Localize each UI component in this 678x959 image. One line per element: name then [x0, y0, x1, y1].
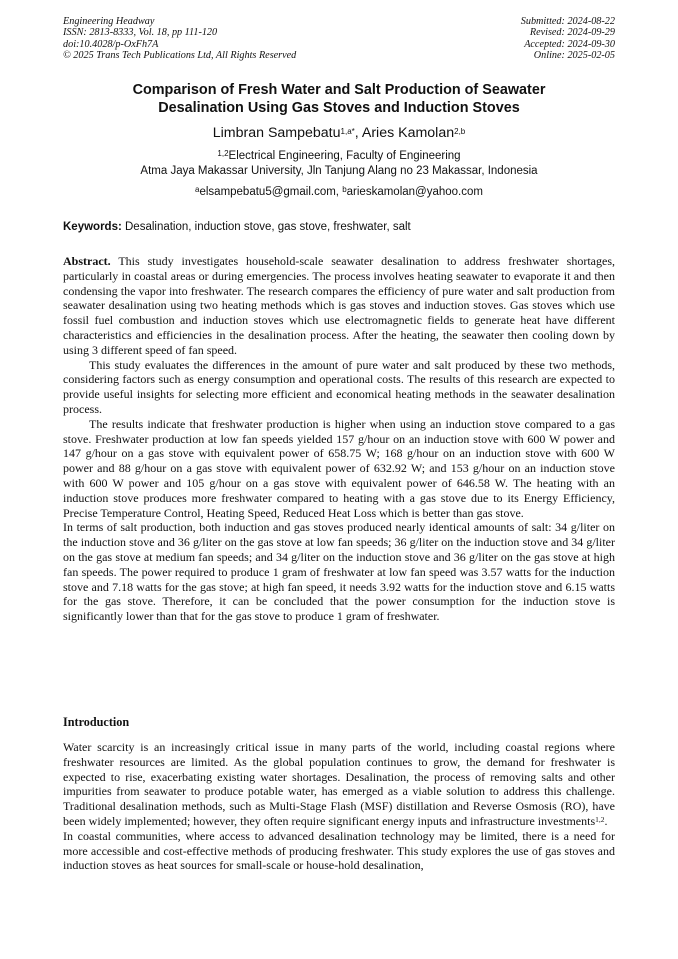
author-1: Limbran Sampebatu [212, 125, 341, 141]
introduction-text-1: Water scarcity is an increasingly critical issue in many parts of the world, including coastal regions where freshwater resources are limited. As the global population continues to grow, the demand for freshwater is expected to rise, exacerbating existing water shortages. Desalination, the process of removing salts and other impurities from seawater to produce potable water, has emerged as a viable solution to address this challenge. Traditional desalination methods, such as Multi-Stage Flash (MSF) distillation and Reverse Osmosis (RO), have been widely implemented; however, they often require significant energy inputs and infrastructure investments [63, 740, 615, 828]
keywords-label: Keywords: [63, 221, 122, 233]
introduction-paragraph-2: In coastal communities, where access to advanced desalination technology may be limited, there is a need for more accessible and cost-effective methods of producing freshwater. This study explores the use of gas stoves and induction stoves as heat sources for small-scale or house-hold desalination, [63, 828, 615, 873]
email-b-sup: b [342, 185, 347, 195]
journal-name: Engineering Headway [63, 16, 155, 27]
email-a[interactable]: elsampebatu5@gmail.com, [199, 186, 343, 198]
affiliation-sup: 1,2 [217, 149, 229, 159]
introduction-text-1-end: . [604, 813, 608, 828]
doi: doi:10.4028/p-OxFh7A [63, 38, 159, 50]
abstract-paragraph-4: In terms of salt production, both induction and gas stoves produced nearly identical amounts of salt: 34 g/liter on the induction stove and 36 g/liter on the gas stove at low fan speeds; 36 g/liter on the induction stove and 34 g/liter on the gas stove at medium fan speeds; and 34 g/liter on the induction stove and 36 g/liter on the gas stove at high fan speeds. The power required to produce 1 gram of freshwater at low fan speed was 3.57 watts for the induction stove and 7.18 watts for the gas stove; at high fan speed, it needs 3.92 watts for the induction stove and 6.15 watts for the gas stove. Therefore, it can be concluded that the power consumption for the induction stove is significantly lower than that for the gas stove to produce 1 gram of freshwater. [63, 520, 615, 624]
header-right [521, 16, 615, 61]
affiliation-line-1 [63, 149, 615, 164]
submitted-date: Submitted: 2024-08-22 [520, 16, 615, 27]
journal-header [63, 16, 615, 64]
copyright: © 2025 Trans Tech Publications Ltd, All Rights Reserved [63, 49, 297, 61]
header-left [63, 16, 296, 61]
introduction-paragraph-1 [63, 740, 615, 829]
issn: ISSN: 2813-8333, Vol. 18, pp 111-120 [63, 27, 218, 39]
email-b[interactable]: arieskamolan@yahoo.com [346, 186, 483, 198]
keywords-text: Desalination, induction stove, gas stove, freshwater, salt [121, 221, 411, 233]
introduction-heading: Introduction [63, 715, 130, 729]
keywords [63, 220, 615, 234]
online-date: Online: 2025-02-05 [533, 49, 615, 61]
affiliation [63, 149, 615, 178]
accepted-date: Accepted: 2024-09-30 [524, 38, 615, 50]
revised-date: Revised: 2024-09-29 [529, 27, 615, 39]
abstract-text-1: This study investigates household-scale seawater desalination to address freshwater shortages, particularly in coastal areas or during emergencies. The process involves heating seawater to evaporate it and then condensing the vapor into freshwater. The research compares the efficiency of pure water and salt production from seawater desalination using two heating methods which is gas stoves and induction stoves. Gas stoves which use fossil fuel combustion and induction stoves which use electromagnetic fields to generate heat have different characteristics and efficiencies in the desalination process. After the heating, the seawater then cooling down by using 3 different speed of fan speed. [63, 254, 615, 357]
title-line-1: Comparison of Fresh Water and Salt Production of Seawater [132, 82, 546, 98]
abstract [63, 254, 615, 624]
affiliation-line-2: Atma Jaya Makassar University, Jln Tanjung Alang no 23 Makassar, Indonesia [140, 164, 538, 177]
author-list [63, 124, 615, 142]
email-a-sup: a [195, 185, 200, 195]
paper-title [63, 81, 615, 117]
author-separator: , [354, 125, 362, 141]
abstract-label: Abstract. [63, 254, 111, 268]
citation-1-2[interactable]: 1,2 [595, 814, 605, 824]
author-1-affiliation: 1,a* [340, 127, 355, 137]
author-2: Aries Kamolan [361, 125, 455, 141]
affiliation-department: Electrical Engineering, Faculty of Engineering [228, 150, 461, 162]
author-emails [63, 185, 615, 199]
abstract-paragraph-3: The results indicate that freshwater production is higher when using an induction stove compared to a gas stove. Freshwater production at low fan speeds yielded 157 g/hour on an induction stove with 600 W power and 147 g/hour on a gas stove with equivalent power of 658.75 W; 168 g/hour on an induction stove with 600 W power and 88 g/hour on a gas stove with equivalent power of 632.92 W; and 153 g/hour on an induction stove with 600 W power and 105 g/hour on a gas stove with equivalent power of 646.58 W. The heating with an induction stove produces more freshwater compared to heating with a gas stove due to its Energy Efficiency, Precise Temperature Control, Heating Speed, Reduced Heat Loss which is better than gas stove. [63, 416, 615, 520]
abstract-paragraph-2: This study evaluates the differences in the amount of pure water and salt produced by these two methods, considering factors such as energy consumption and operational costs. The results of this research are expected to provide useful insights for selecting more efficient and economical heating methods in the seawater desalination process. [63, 357, 615, 416]
title-line-2: Desalination Using Gas Stoves and Induction Stoves [158, 100, 520, 116]
author-2-affiliation: 2,b [454, 127, 466, 137]
abstract-paragraph-1 [63, 254, 615, 358]
introduction [63, 740, 615, 873]
